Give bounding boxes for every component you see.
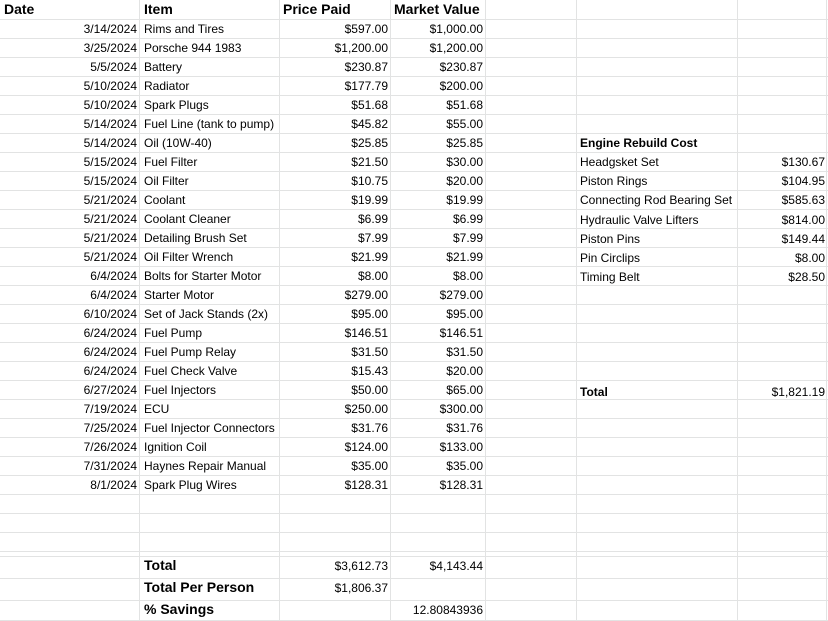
item-cell[interactable]: Rims and Tires [144,22,225,36]
item-cell[interactable]: Fuel Injectors [144,383,217,397]
market-value-cell[interactable]: $21.99 [446,250,483,264]
engine-part-cost-cell[interactable]: $104.95 [781,174,825,189]
date-cell[interactable]: 7/31/2024 [83,459,137,473]
date-cell[interactable]: 5/14/2024 [83,136,137,150]
price-paid-cell[interactable]: $51.68 [351,98,388,112]
market-value-cell[interactable]: $19.99 [446,193,483,207]
header-price-paid[interactable]: Price Paid [283,1,351,17]
row-gridline [0,513,828,514]
date-cell[interactable]: 3/25/2024 [83,41,137,55]
date-cell[interactable]: 5/15/2024 [83,155,137,169]
market-value-cell[interactable]: $51.68 [446,98,483,112]
column-gridline [737,0,738,621]
total-paid-cell[interactable]: $3,612.73 [334,559,388,573]
price-paid-cell[interactable]: $250.00 [344,402,388,416]
item-cell[interactable]: Battery [144,60,183,74]
column-gridline [279,0,280,621]
engine-part-name-cell[interactable]: Connecting Rod Bearing Set [580,193,733,208]
market-value-cell[interactable]: $200.00 [439,79,483,93]
engine-part-cost-cell[interactable]: $149.44 [781,231,825,246]
date-cell[interactable]: 6/10/2024 [83,307,137,321]
market-value-cell[interactable]: $30.00 [446,155,483,169]
date-cell[interactable]: 3/14/2024 [83,22,137,36]
market-value-cell[interactable]: $146.51 [439,326,483,340]
date-cell[interactable]: 5/15/2024 [83,174,137,188]
price-paid-cell[interactable]: $31.76 [351,421,388,435]
price-paid-cell[interactable]: $6.99 [357,212,388,226]
column-gridline [485,0,486,621]
date-cell[interactable]: 7/19/2024 [83,402,137,416]
row-gridline [0,578,828,579]
engine-part-name-cell[interactable]: Headgsket Set [580,155,659,169]
date-cell[interactable]: 5/5/2024 [90,60,137,74]
market-value-cell[interactable]: $230.87 [439,60,483,74]
engine-part-name-cell[interactable]: Piston Pins [580,231,641,246]
date-cell[interactable]: 7/26/2024 [83,440,137,454]
savings-label[interactable]: % Savings [144,601,215,617]
item-cell[interactable]: Oil (10W-40) [144,136,212,150]
item-cell[interactable]: Oil Filter Wrench [144,250,234,264]
engine-part-cost-cell[interactable]: $814.00 [781,212,825,227]
price-paid-cell[interactable]: $50.00 [351,383,388,397]
engine-part-cost-cell[interactable]: $130.67 [781,155,825,169]
price-paid-cell[interactable]: $177.79 [344,79,388,93]
item-cell[interactable]: Fuel Pump [144,326,203,340]
row-gridline [0,551,828,552]
date-cell[interactable]: 5/21/2024 [83,193,137,207]
date-cell[interactable]: 6/24/2024 [83,326,137,340]
column-gridline [576,0,577,621]
date-cell[interactable]: 5/10/2024 [83,79,137,93]
market-value-cell[interactable]: $128.31 [439,478,483,492]
price-paid-cell[interactable]: $128.31 [344,478,388,492]
item-cell[interactable]: Detailing Brush Set [144,231,247,245]
price-paid-cell[interactable]: $597.00 [344,22,388,36]
market-value-cell[interactable]: $133.00 [439,440,483,454]
engine-part-cost-cell[interactable]: $28.50 [788,270,825,285]
market-value-cell[interactable]: $1,000.00 [429,22,483,36]
item-cell[interactable]: Fuel Filter [144,155,198,169]
engine-part-cost-cell[interactable]: $585.63 [781,193,825,208]
price-paid-cell[interactable]: $21.99 [351,250,388,264]
price-paid-cell[interactable]: $230.87 [344,60,388,74]
item-cell[interactable]: Set of Jack Stands (2x) [144,307,269,321]
engine-total-cell[interactable]: $1,821.19 [771,385,825,399]
price-paid-cell[interactable]: $15.43 [351,364,388,378]
item-cell[interactable]: Fuel Pump Relay [144,345,237,359]
engine-rebuild-title[interactable]: Engine Rebuild Cost [580,136,698,150]
header-date[interactable]: Date [4,1,35,17]
item-cell[interactable]: Fuel Check Valve [144,364,238,378]
date-cell[interactable]: 5/14/2024 [83,117,137,131]
engine-part-name-cell[interactable]: Hydraulic Valve Lifters [580,212,699,227]
engine-part-name-cell[interactable]: Pin Circlips [580,251,641,265]
price-paid-cell[interactable]: $45.82 [351,117,388,131]
header-item[interactable]: Item [144,1,173,17]
date-cell[interactable]: 6/4/2024 [90,269,137,283]
item-cell[interactable]: Oil Filter [144,174,189,188]
price-paid-cell[interactable]: $124.00 [344,440,388,454]
market-value-cell[interactable]: $25.85 [446,136,483,150]
engine-part-name-cell[interactable]: Piston Rings [580,174,648,189]
market-value-cell[interactable]: $31.50 [446,345,483,359]
price-paid-cell[interactable]: $21.50 [351,155,388,169]
price-paid-cell[interactable]: $8.00 [357,269,388,283]
date-cell[interactable]: 6/27/2024 [83,383,137,397]
item-cell[interactable]: Fuel Injector Connectors [144,421,275,435]
item-cell[interactable]: Spark Plug Wires [144,478,237,492]
total-label[interactable]: Total [144,557,177,573]
price-paid-cell[interactable]: $31.50 [351,345,388,359]
date-cell[interactable]: 5/21/2024 [83,212,137,226]
market-value-cell[interactable]: $65.00 [446,383,483,397]
market-value-cell[interactable]: $1,200.00 [429,41,483,55]
engine-total-label[interactable]: Total [580,385,608,399]
engine-part-cost-cell[interactable]: $8.00 [794,251,825,265]
market-value-cell[interactable]: $31.76 [446,421,483,435]
market-value-cell[interactable]: $35.00 [446,459,483,473]
item-cell[interactable]: Ignition Coil [144,440,207,454]
item-cell[interactable]: Starter Motor [144,288,215,302]
price-paid-cell[interactable]: $279.00 [344,288,388,302]
item-cell[interactable]: Haynes Repair Manual [144,459,267,473]
market-value-cell[interactable]: $95.00 [446,307,483,321]
market-value-cell[interactable]: $8.00 [452,269,483,283]
date-cell[interactable]: 6/24/2024 [83,345,137,359]
date-cell[interactable]: 5/21/2024 [83,231,137,245]
item-cell[interactable]: ECU [144,402,170,416]
item-cell[interactable]: Spark Plugs [144,98,209,112]
total-market-cell[interactable]: $4,143.44 [429,559,483,573]
price-paid-cell[interactable]: $1,200.00 [334,41,388,55]
market-value-cell[interactable]: $279.00 [439,288,483,302]
price-paid-cell[interactable]: $146.51 [344,326,388,340]
date-cell[interactable]: 6/4/2024 [90,288,137,302]
date-cell[interactable]: 8/1/2024 [90,478,137,492]
item-cell[interactable]: Radiator [144,79,190,93]
item-cell[interactable]: Coolant Cleaner [144,212,231,226]
market-value-cell[interactable]: $20.00 [446,364,483,378]
market-value-cell[interactable]: $20.00 [446,174,483,188]
item-cell[interactable]: Bolts for Starter Motor [144,269,262,283]
market-value-cell[interactable]: $55.00 [446,117,483,131]
price-paid-cell[interactable]: $10.75 [351,174,388,188]
column-gridline [826,0,827,621]
per-person-label[interactable]: Total Per Person [144,579,255,595]
row-gridline [0,532,828,533]
market-value-cell[interactable]: $6.99 [452,212,483,226]
savings-cell[interactable]: 12.80843936 [412,603,483,617]
date-cell[interactable]: 6/24/2024 [83,364,137,378]
date-cell[interactable]: 5/21/2024 [83,250,137,264]
column-gridline [139,0,140,621]
item-cell[interactable]: Porsche 944 1983 [144,41,242,55]
per-person-cell[interactable]: $1,806.37 [334,581,388,595]
date-cell[interactable]: 5/10/2024 [83,98,137,112]
item-cell[interactable]: Coolant [144,193,186,207]
price-paid-cell[interactable]: $35.00 [351,459,388,473]
price-paid-cell[interactable]: $7.99 [357,231,388,245]
price-paid-cell[interactable]: $95.00 [351,307,388,321]
item-cell[interactable]: Fuel Line (tank to pump) [144,117,275,131]
date-cell[interactable]: 7/25/2024 [83,421,137,435]
price-paid-cell[interactable]: $19.99 [351,193,388,207]
market-value-cell[interactable]: $300.00 [439,402,483,416]
price-paid-cell[interactable]: $25.85 [351,136,388,150]
header-market-value[interactable]: Market Value [394,1,480,17]
market-value-cell[interactable]: $7.99 [452,231,483,245]
engine-part-name-cell[interactable]: Timing Belt [580,270,640,285]
